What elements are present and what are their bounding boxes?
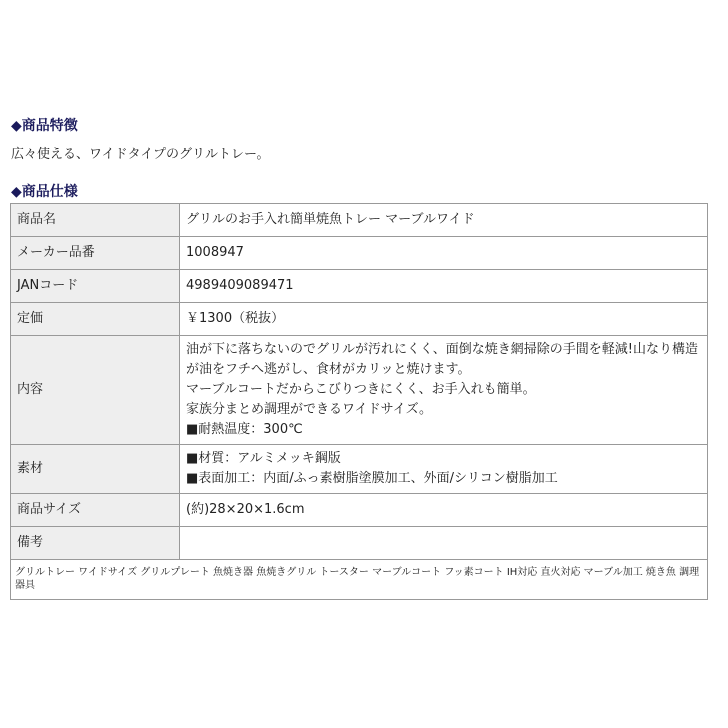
value-list-price: ￥1300（税抜） (180, 303, 708, 336)
label-material: 素材 (11, 445, 180, 494)
table-row-jan-code (11, 270, 708, 303)
table-row-contents (11, 336, 708, 445)
table-row-list-price (11, 303, 708, 336)
table-row-product-size (11, 494, 708, 527)
table-row-maker-number (11, 237, 708, 270)
value-product-size: (約)28×20×1.6cm (180, 494, 708, 527)
value-product-name: グリルのお手入れ簡単焼魚トレー マーブルワイド (180, 204, 708, 237)
features-text: 広々使える、ワイドタイプのグリルトレー。 (11, 147, 270, 162)
material-line-1: ■材質：アルミメッキ鋼版 (186, 451, 341, 466)
value-jan-code: 4989409089471 (180, 270, 708, 303)
keywords-text: グリルトレー ワイドサイズ グリルプレート 魚焼き器 魚焼きグリル トースター マーブルコート フッ素コート IH対応 直火対応 マーブル加工 焼き魚 調理器具 (11, 560, 708, 600)
table-row-notes (11, 527, 708, 560)
contents-line-3: マーブルコートだからこびりつきにくく、お手入れも簡単。 (186, 382, 536, 397)
label-maker-number: メーカー品番 (11, 237, 180, 270)
contents-line-4: 家族分まとめ調理ができるワイドサイズ。 (186, 402, 432, 417)
contents-line-2: が油をフチへ逃がし、食材がカリッと焼けます。 (186, 362, 471, 377)
label-jan-code: JANコード (11, 270, 180, 303)
material-line-2: ■表面加工：内面/ふっ素樹脂塗膜加工、外面/シリコン樹脂加工 (186, 471, 558, 486)
table-row-material (11, 445, 708, 494)
label-notes: 備考 (11, 527, 180, 560)
label-list-price: 定価 (11, 303, 180, 336)
label-product-size: 商品サイズ (11, 494, 180, 527)
value-contents (180, 336, 708, 445)
label-product-name: 商品名 (11, 204, 180, 237)
value-maker-number: 1008947 (180, 237, 708, 270)
table-row-keywords (11, 560, 708, 600)
label-contents: 内容 (11, 336, 180, 445)
contents-line-5: ■耐熱温度：300℃ (186, 422, 303, 437)
spec-table (10, 203, 708, 600)
table-row-product-name (11, 204, 708, 237)
value-notes (180, 527, 708, 560)
specs-heading: ◆商品仕様 (11, 184, 78, 200)
value-material (180, 445, 708, 494)
features-heading: ◆商品特徴 (11, 118, 78, 134)
contents-line-1: 油が下に落ちないのでグリルが汚れにくく、面倒な焼き網掃除の手間を軽減!山なり構造 (186, 342, 698, 357)
